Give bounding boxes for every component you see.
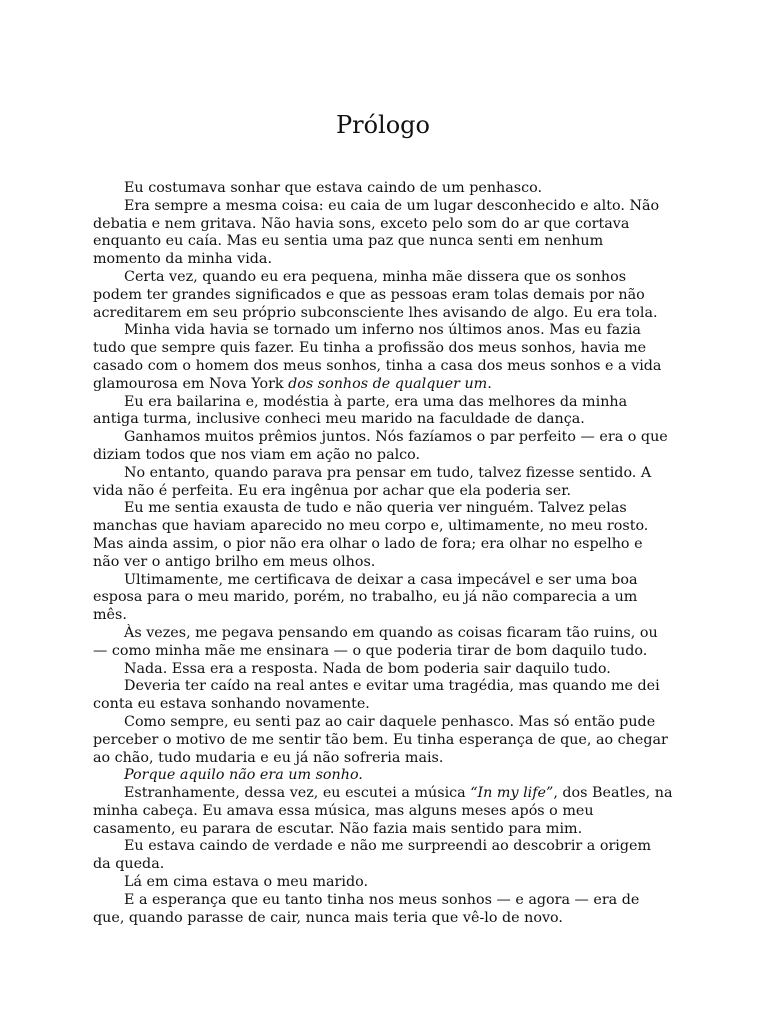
paragraph	[93, 572, 673, 625]
paragraph-text: , dos Beatles, na minha cabeça. Eu amava essa música, mas alguns meses após o meu casamento, eu parara de escutar. Não fazia mais sentido para mim.	[93, 785, 673, 837]
paragraph-text: Eu me sentia exausta de tudo e não queria ver ninguém. Talvez pelas manchas que haviam aparecido no meu corpo e, ultimamente, no meu rosto. Mas ainda assim, o pior não era olhar o lado de fora; era olhar no espelho e não ver o antigo brilho em meus olhos.	[93, 500, 649, 570]
italic-text: Porque aquilo não era um sonho.	[124, 767, 363, 784]
paragraph-text: Estranhamente, dessa vez, eu escutei a música	[124, 785, 471, 802]
paragraph-text: Às vezes, me pegava pensando em quando as coisas ficaram tão ruins, ou — como minha mãe me ensinara — o que poderia tirar de bom daquilo tudo.	[93, 624, 658, 659]
paragraph-text: Ganhamos muitos prêmios juntos. Nós fazíamos o par perfeito — era o que diziam todos que nos viam em ação no palco.	[93, 429, 668, 463]
paragraph-text: Eu estava caindo de verdade e não me surpreendi ao descobrir a origem da queda.	[93, 838, 652, 873]
paragraph-text: Nada. Essa era a resposta. Nada de bom poderia sair daquilo tudo.	[124, 660, 611, 677]
paragraph-text: Eu costumava sonhar que estava caindo de um penhasco.	[124, 180, 543, 196]
paragraph	[93, 322, 673, 393]
paragraph	[93, 465, 673, 501]
document-page	[93, 0, 673, 1024]
paragraph-text: Era sempre a mesma coisa: eu caia de um lugar desconhecido e alto. Não debatia e nem gritava. Não havia sons, exceto pelo som do ar que cortava enquanto eu caía. Mas eu sentia uma paz que nunca senti em nenhum momento da minha vida.	[93, 197, 660, 268]
paragraph-text: Certa vez, quando eu era pequena, minha mãe dissera que os sonhos podem ter grandes significados e que as pessoas eram tolas demais por não acreditarem em seu próprio subconsciente lhes avisando de algo. Eu era tola.	[93, 268, 658, 321]
paragraph	[93, 625, 673, 661]
paragraph-text: Como sempre, eu senti paz ao cair daquele penhasco. Mas só então pude perceber o motivo de me sentir tão bem. Eu tinha esperança de que, ao chegar ao chão, tudo mudaria e eu já não sofreria mais.	[93, 713, 668, 766]
italic-text: dos sonhos de qualquer um	[288, 375, 488, 392]
paragraph	[93, 198, 673, 269]
paragraph	[93, 714, 673, 767]
paragraph	[93, 394, 673, 430]
paragraph-text: Lá em cima estava o meu marido.	[124, 874, 369, 891]
paragraph	[93, 767, 673, 785]
paragraph	[93, 661, 673, 679]
paragraph-text: Ultimamente, me certificava de deixar a casa impecável e ser uma boa esposa para o meu marido, porém, no trabalho, eu já não comparecia a um mês.	[93, 571, 638, 624]
chapter-body	[93, 180, 673, 927]
paragraph	[93, 874, 673, 892]
paragraph	[93, 678, 673, 714]
paragraph-text: No entanto, quando parava pra pensar em tudo, talvez fizesse sentido. A vida não é perfeita. Eu era ingênua por achar que ela poderia ser.	[93, 464, 652, 499]
paragraph-text: Minha vida havia se tornado um inferno nos últimos anos. Mas eu fazia tudo que sempre quis fazer. Eu tinha a profissão dos meus sonhos, havia me casado com o homem dos meus sonhos, tinha a casa dos meus sonhos e a vida glamourosa em Nova York	[93, 322, 662, 392]
paragraph-text: Eu era bailarina e, modéstia à parte, era uma das melhores da minha antiga turma, inclusive conheci meu marido na faculdade de dança.	[93, 393, 628, 428]
paragraph	[93, 892, 673, 928]
paragraph-text: .	[487, 375, 492, 392]
paragraph	[93, 500, 673, 571]
paragraph	[93, 269, 673, 322]
paragraph	[93, 785, 673, 838]
paragraph	[93, 838, 673, 874]
paragraph	[93, 180, 673, 198]
chapter-title: Prólogo	[335, 111, 430, 139]
italic-text: “In my life”	[470, 785, 554, 802]
paragraph-text: E a esperança que eu tanto tinha nos meus sonhos — e agora — era de que, quando parasse de cair, nunca mais teria que vê-lo de novo.	[93, 891, 640, 926]
paragraph-text: Deveria ter caído na real antes e evitar uma tragédia, mas quando me dei conta eu estava sonhando novamente.	[93, 678, 660, 713]
paragraph	[93, 429, 673, 465]
